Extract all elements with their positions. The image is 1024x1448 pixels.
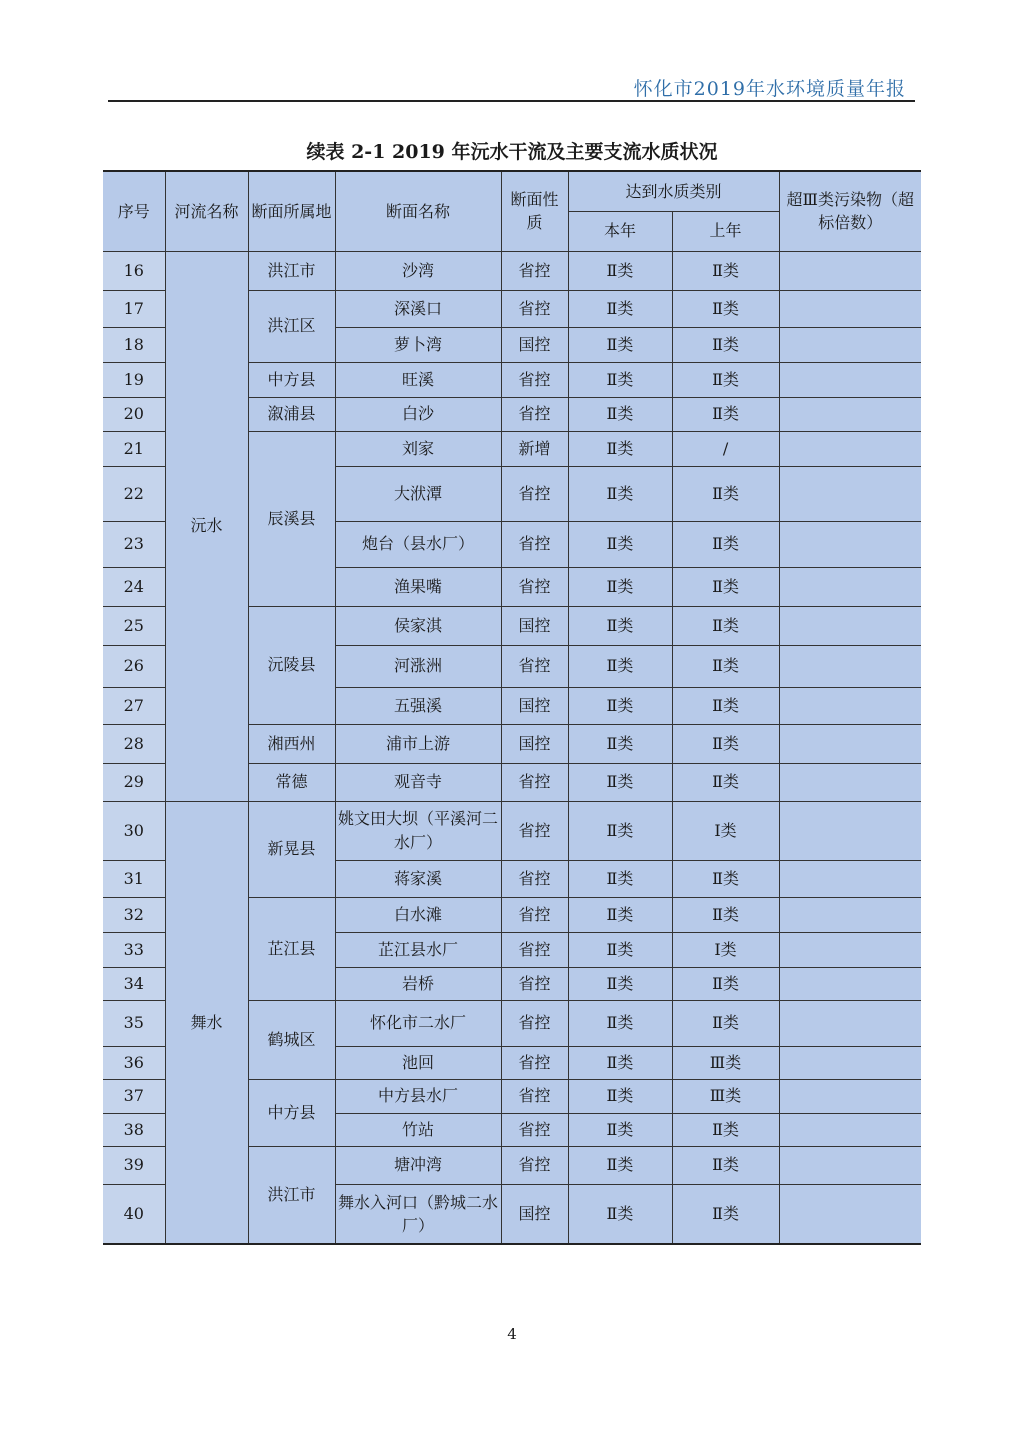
section-name: 侯家淇 — [335, 606, 501, 645]
quality-this-year: Ⅱ类 — [568, 290, 672, 327]
quality-this-year: Ⅱ类 — [568, 1079, 672, 1113]
row-no: 25 — [103, 606, 165, 645]
section-name: 五强溪 — [335, 687, 501, 724]
quality-last-year: Ⅱ类 — [672, 251, 779, 290]
location-cell: 鹤城区 — [248, 1000, 335, 1079]
section-name: 竹站 — [335, 1113, 501, 1146]
location-cell: 新晃县 — [248, 801, 335, 897]
section-name: 旺溪 — [335, 362, 501, 397]
quality-last-year: Ⅱ类 — [672, 724, 779, 763]
exceed-cell — [779, 606, 921, 645]
row-no: 23 — [103, 521, 165, 567]
section-type: 省控 — [501, 1046, 568, 1079]
exceed-cell — [779, 932, 921, 967]
section-name: 观音寺 — [335, 763, 501, 801]
header-rule — [108, 100, 915, 102]
quality-last-year: Ⅱ类 — [672, 521, 779, 567]
row-no: 35 — [103, 1000, 165, 1046]
section-type: 省控 — [501, 932, 568, 967]
quality-this-year: Ⅱ类 — [568, 687, 672, 724]
quality-this-year: Ⅱ类 — [568, 801, 672, 860]
row-no: 36 — [103, 1046, 165, 1079]
exceed-cell — [779, 860, 921, 897]
section-type: 省控 — [501, 362, 568, 397]
quality-last-year: Ⅱ类 — [672, 327, 779, 362]
row-no: 37 — [103, 1079, 165, 1113]
row-no: 26 — [103, 645, 165, 687]
section-name: 白沙 — [335, 397, 501, 431]
row-no: 31 — [103, 860, 165, 897]
quality-this-year: Ⅱ类 — [568, 967, 672, 1000]
row-no: 34 — [103, 967, 165, 1000]
col-header-quality-group: 达到水质类别 — [568, 171, 779, 211]
section-type: 省控 — [501, 1079, 568, 1113]
section-type: 省控 — [501, 967, 568, 1000]
quality-this-year: Ⅱ类 — [568, 724, 672, 763]
section-name: 渔果嘴 — [335, 567, 501, 606]
quality-this-year: Ⅱ类 — [568, 327, 672, 362]
quality-this-year: Ⅱ类 — [568, 251, 672, 290]
page-number: 4 — [507, 1325, 517, 1343]
section-type: 省控 — [501, 521, 568, 567]
quality-last-year: Ⅲ类 — [672, 1046, 779, 1079]
quality-last-year: Ⅱ类 — [672, 645, 779, 687]
quality-this-year: Ⅱ类 — [568, 932, 672, 967]
row-no: 22 — [103, 466, 165, 521]
quality-last-year: Ⅱ类 — [672, 397, 779, 431]
col-header-this-year: 本年 — [568, 211, 672, 251]
quality-this-year: Ⅱ类 — [568, 763, 672, 801]
exceed-cell — [779, 1113, 921, 1146]
table-row — [103, 251, 921, 290]
exceed-cell — [779, 567, 921, 606]
quality-last-year: Ⅱ类 — [672, 290, 779, 327]
section-name: 沙湾 — [335, 251, 501, 290]
section-name: 深溪口 — [335, 290, 501, 327]
exceed-cell — [779, 763, 921, 801]
exceed-cell — [779, 327, 921, 362]
quality-this-year: Ⅱ类 — [568, 860, 672, 897]
exceed-cell — [779, 897, 921, 932]
col-header-location: 断面所属地 — [248, 171, 335, 251]
section-name: 炮台（县水厂） — [335, 521, 501, 567]
section-name: 岩桥 — [335, 967, 501, 1000]
section-type: 省控 — [501, 290, 568, 327]
location-cell: 湘西州 — [248, 724, 335, 763]
exceed-cell — [779, 1146, 921, 1184]
section-name: 蒋家溪 — [335, 860, 501, 897]
section-type: 省控 — [501, 860, 568, 897]
exceed-cell — [779, 687, 921, 724]
quality-last-year: Ⅱ类 — [672, 1146, 779, 1184]
quality-last-year: Ⅱ类 — [672, 763, 779, 801]
exceed-cell — [779, 431, 921, 466]
col-header-section-name: 断面名称 — [335, 171, 501, 251]
row-no: 29 — [103, 763, 165, 801]
table-title: 续表 2-1 2019 年沅水干流及主要支流水质状况 — [306, 141, 718, 163]
table-row — [103, 801, 921, 860]
section-type: 省控 — [501, 397, 568, 431]
section-type: 国控 — [501, 606, 568, 645]
quality-this-year: Ⅱ类 — [568, 1146, 672, 1184]
section-type: 省控 — [501, 567, 568, 606]
row-no: 27 — [103, 687, 165, 724]
section-name: 舞水入河口（黔城二水厂） — [335, 1184, 501, 1244]
section-type: 省控 — [501, 645, 568, 687]
section-type: 省控 — [501, 251, 568, 290]
col-header-section-type: 断面性质 — [501, 171, 568, 251]
section-name: 萝卜湾 — [335, 327, 501, 362]
quality-this-year: Ⅱ类 — [568, 521, 672, 567]
quality-last-year: Ⅱ类 — [672, 687, 779, 724]
exceed-cell — [779, 251, 921, 290]
exceed-cell — [779, 362, 921, 397]
quality-this-year: Ⅱ类 — [568, 466, 672, 521]
quality-last-year: Ⅲ类 — [672, 1079, 779, 1113]
exceed-cell — [779, 290, 921, 327]
quality-this-year: Ⅱ类 — [568, 362, 672, 397]
running-header: 怀化市2019年水环境质量年报 — [633, 78, 906, 100]
quality-last-year: Ⅱ类 — [672, 567, 779, 606]
exceed-cell — [779, 1079, 921, 1113]
quality-last-year: Ⅱ类 — [672, 1000, 779, 1046]
quality-this-year: Ⅱ类 — [568, 1184, 672, 1244]
quality-last-year: Ⅱ类 — [672, 466, 779, 521]
location-cell: 中方县 — [248, 1079, 335, 1146]
quality-this-year: Ⅱ类 — [568, 431, 672, 466]
exceed-cell — [779, 645, 921, 687]
section-type: 省控 — [501, 801, 568, 860]
location-cell: 辰溪县 — [248, 431, 335, 606]
quality-this-year: Ⅱ类 — [568, 1046, 672, 1079]
section-name: 浦市上游 — [335, 724, 501, 763]
section-name: 中方县水厂 — [335, 1079, 501, 1113]
water-quality-table — [103, 170, 921, 1245]
section-type: 省控 — [501, 1146, 568, 1184]
location-cell: 芷江县 — [248, 897, 335, 1000]
exceed-cell — [779, 1046, 921, 1079]
quality-this-year: Ⅱ类 — [568, 606, 672, 645]
row-no: 24 — [103, 567, 165, 606]
location-cell: 洪江市 — [248, 1146, 335, 1244]
quality-last-year: Ⅰ类 — [672, 801, 779, 860]
location-cell: 常德 — [248, 763, 335, 801]
row-no: 19 — [103, 362, 165, 397]
river-cell: 沅水 — [165, 251, 248, 801]
row-no: 32 — [103, 897, 165, 932]
location-cell: 中方县 — [248, 362, 335, 397]
section-name: 池回 — [335, 1046, 501, 1079]
row-no: 16 — [103, 251, 165, 290]
quality-this-year: Ⅱ类 — [568, 897, 672, 932]
exceed-cell — [779, 466, 921, 521]
section-name: 刘家 — [335, 431, 501, 466]
section-name: 怀化市二水厂 — [335, 1000, 501, 1046]
exceed-cell — [779, 521, 921, 567]
section-type: 国控 — [501, 687, 568, 724]
col-header-river: 河流名称 — [165, 171, 248, 251]
river-cell: 舞水 — [165, 801, 248, 1244]
quality-last-year: Ⅰ类 — [672, 932, 779, 967]
exceed-cell — [779, 801, 921, 860]
exceed-cell — [779, 1184, 921, 1244]
location-cell: 沅陵县 — [248, 606, 335, 724]
location-cell: 洪江区 — [248, 290, 335, 362]
section-name: 姚文田大坝（平溪河二水厂） — [335, 801, 501, 860]
section-name: 河涨洲 — [335, 645, 501, 687]
quality-last-year: / — [672, 431, 779, 466]
quality-this-year: Ⅱ类 — [568, 397, 672, 431]
quality-last-year: Ⅱ类 — [672, 860, 779, 897]
section-type: 省控 — [501, 897, 568, 932]
section-type: 省控 — [501, 466, 568, 521]
section-type: 国控 — [501, 724, 568, 763]
exceed-cell — [779, 967, 921, 1000]
location-cell: 洪江市 — [248, 251, 335, 290]
section-type: 省控 — [501, 763, 568, 801]
location-cell: 溆浦县 — [248, 397, 335, 431]
section-type: 新增 — [501, 431, 568, 466]
col-header-no: 序号 — [103, 171, 165, 251]
section-name: 白水滩 — [335, 897, 501, 932]
row-no: 18 — [103, 327, 165, 362]
quality-last-year: Ⅱ类 — [672, 606, 779, 645]
quality-this-year: Ⅱ类 — [568, 567, 672, 606]
row-no: 17 — [103, 290, 165, 327]
row-no: 40 — [103, 1184, 165, 1244]
quality-this-year: Ⅱ类 — [568, 1113, 672, 1146]
row-no: 33 — [103, 932, 165, 967]
section-name: 芷江县水厂 — [335, 932, 501, 967]
row-no: 30 — [103, 801, 165, 860]
col-header-exceed: 超Ⅲ类污染物（超标倍数） — [779, 171, 921, 251]
quality-last-year: Ⅱ类 — [672, 897, 779, 932]
quality-this-year: Ⅱ类 — [568, 1000, 672, 1046]
quality-this-year: Ⅱ类 — [568, 645, 672, 687]
exceed-cell — [779, 724, 921, 763]
row-no: 38 — [103, 1113, 165, 1146]
section-type: 国控 — [501, 327, 568, 362]
exceed-cell — [779, 397, 921, 431]
section-name: 塘冲湾 — [335, 1146, 501, 1184]
section-type: 省控 — [501, 1000, 568, 1046]
quality-last-year: Ⅱ类 — [672, 967, 779, 1000]
quality-last-year: Ⅱ类 — [672, 1184, 779, 1244]
row-no: 28 — [103, 724, 165, 763]
section-type: 国控 — [501, 1184, 568, 1244]
row-no: 39 — [103, 1146, 165, 1184]
section-type: 省控 — [501, 1113, 568, 1146]
quality-last-year: Ⅱ类 — [672, 362, 779, 397]
col-header-last-year: 上年 — [672, 211, 779, 251]
row-no: 20 — [103, 397, 165, 431]
exceed-cell — [779, 1000, 921, 1046]
row-no: 21 — [103, 431, 165, 466]
section-name: 大洑潭 — [335, 466, 501, 521]
quality-last-year: Ⅱ类 — [672, 1113, 779, 1146]
